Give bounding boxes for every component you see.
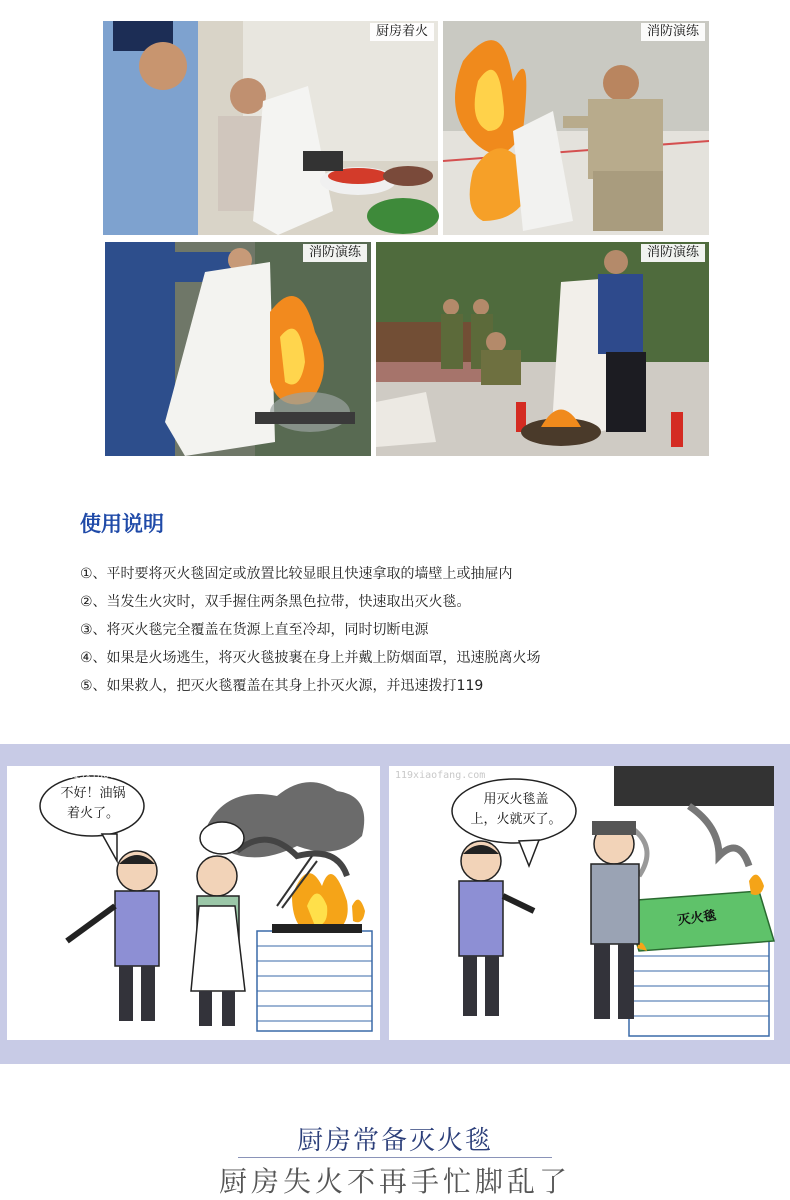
speech-bubble-left-line2: 着火了。: [66, 806, 119, 821]
fire-drill-image-1: [443, 21, 709, 235]
photo-label-drill-1: 消防演练: [641, 23, 705, 41]
speech-bubble-left-line1: 不好！油锅: [60, 786, 126, 801]
instruction-step: ②、当发生火灾时，双手握住两条黑色拉带，快速取出灭火毯。: [80, 594, 471, 610]
instructions-list: [80, 560, 740, 700]
watermark-right: 119xiaofang.com: [395, 770, 486, 781]
cartoon-panel-right: [389, 766, 774, 1040]
fire-drill-image-2: [105, 242, 371, 456]
kitchen-fire-image: [103, 21, 438, 235]
watermark-left: 119xiaofang.com: [67, 770, 158, 781]
photo-fire-drill-1: [443, 21, 709, 235]
fire-drill-image-3: [376, 242, 709, 456]
instructions-title: 使用说明: [80, 512, 164, 536]
photo-fire-drill-3: [376, 242, 709, 456]
speech-bubble-left: [45, 784, 141, 824]
speech-bubble-right: [457, 790, 575, 830]
speech-bubble-right-line1: 用灭火毯盖: [483, 792, 549, 807]
photo-kitchen-fire: [103, 21, 438, 235]
photo-label-drill-3: 消防演练: [641, 244, 705, 262]
footer-divider: [238, 1157, 552, 1158]
footer-subtitle: 厨房失火不再手忙脚乱了: [218, 1165, 571, 1198]
footer-title: 厨房常备灭火毯: [296, 1126, 493, 1156]
speech-bubble-right-line2: 上，火就灭了。: [470, 812, 562, 827]
cartoon-panel-left: [7, 766, 380, 1040]
blanket-label: 灭火毯: [676, 908, 718, 929]
instruction-step: ①、平时要将灭火毯固定或放置比较显眼且快速拿取的墙壁上或抽屉内: [80, 566, 513, 582]
instruction-step: ③、将灭火毯完全覆盖在货源上直至冷却，同时切断电源: [80, 622, 429, 638]
photo-label-kitchen: 厨房着火: [370, 23, 434, 41]
instruction-step: ⑤、如果救人，把灭火毯覆盖在其身上扑灭火源，并迅速拨打119: [80, 678, 484, 694]
photo-fire-drill-2: [105, 242, 371, 456]
cartoon-blanket-illustration: [389, 766, 774, 1040]
instruction-step: ④、如果是火场逃生，将灭火毯披裹在身上并戴上防烟面罩，迅速脱离火场: [80, 650, 541, 666]
photo-label-drill-2: 消防演练: [303, 244, 367, 262]
